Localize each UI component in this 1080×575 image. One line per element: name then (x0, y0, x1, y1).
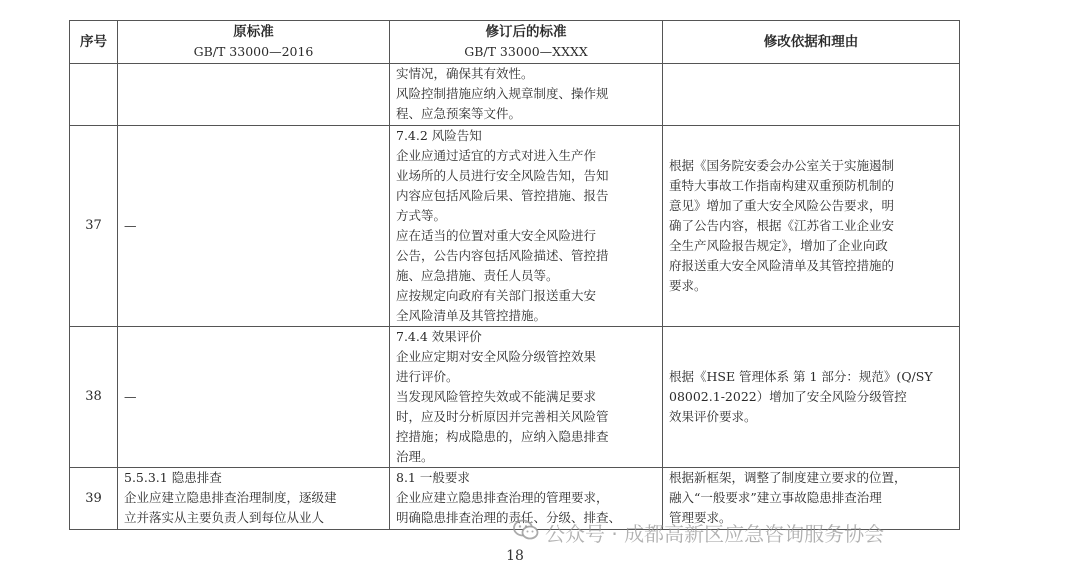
row-basis-text: 根据《国务院安委会办公室关于实施遏制 重特大事故工作指南构建双重预防机制的 意见》增加了重大安全风险公告要求，明 确了公告内容，根据《江苏省工业企业安 全生产风险报告规定》，增加了企业向政 府报送重大安全风险清单及其管控措施的 要求。 (663, 126, 960, 327)
table-row (70, 126, 960, 327)
row-revised-text: 8.1 一般要求 企业应建立隐患排查治理的管理要求， 明确隐患排查治理的责任、分级、排查、 (390, 468, 663, 530)
row-serial-number (70, 64, 118, 126)
row-original-text: — (118, 126, 390, 327)
watermark-text: 公众号 · 成都高新区应急咨询服务协会 (545, 522, 885, 546)
row-serial-number: 38 (70, 327, 118, 468)
row-revised-text: 7.4.4 效果评价 企业应定期对安全风险分级管控效果 进行评价。 当发现风险管控失效或不能满足要求 时，应及时分析原因并完善相关风险管 控措施；构成隐患的，应纳入隐患排查 治理。 (390, 327, 663, 468)
header-revised-standard: 修订后的标准 GB/T 33000—XXXX (390, 21, 663, 64)
row-basis-text: 根据《HSE 管理体系 第 1 部分：规范》(Q/SY 08002.1-2022）增加了安全风险分级管控 效果评价要求。 (663, 327, 960, 468)
table-row (70, 327, 960, 468)
row-revised-text: 实情况，确保其有效性。 风险控制措施应纳入规章制度、操作规 程、应急预案等文件。 (390, 64, 663, 126)
row-serial-number: 39 (70, 468, 118, 530)
header-revision-basis: 修改依据和理由 (663, 21, 960, 64)
table-header-row (70, 21, 960, 64)
row-original-text: — (118, 327, 390, 468)
revised-standard-code: GB/T 33000—XXXX (464, 44, 588, 59)
row-original-text (118, 64, 390, 126)
row-original-text: 5.5.3.1 隐患排查 企业应建立隐患排查治理制度，逐级建 立并落实从主要负责人到每位从业人 (118, 468, 390, 530)
page-number: 18 (506, 548, 524, 564)
row-basis-text (663, 64, 960, 126)
original-standard-code: GB/T 33000—2016 (193, 44, 314, 59)
table-row (70, 64, 960, 126)
row-revised-text: 7.4.2 风险告知 企业应通过适宜的方式对进入生产作 业场所的人员进行安全风险告知，告知 内容应包括风险后果、管控措施、报告 方式等。 应在适当的位置对重大安全风险进行 公告，公告内容包括风险描述、管控措 施、应急措施、责任人员等。 应按规定向政府有关部门报送重大安 全风险清单及其管控措施。 (390, 126, 663, 327)
header-original-standard: 原标准 GB/T 33000—2016 (118, 21, 390, 64)
wechat-icon (513, 519, 539, 546)
row-serial-number: 37 (70, 126, 118, 327)
wechat-watermark (513, 518, 884, 547)
row-basis-text: 根据新框架，调整了制度建立要求的位置， 融入“一般要求”建立事故隐患排查治理 管理要求。 (663, 468, 960, 530)
header-serial-number: 序号 (70, 21, 118, 64)
revision-comparison-table (69, 20, 960, 530)
